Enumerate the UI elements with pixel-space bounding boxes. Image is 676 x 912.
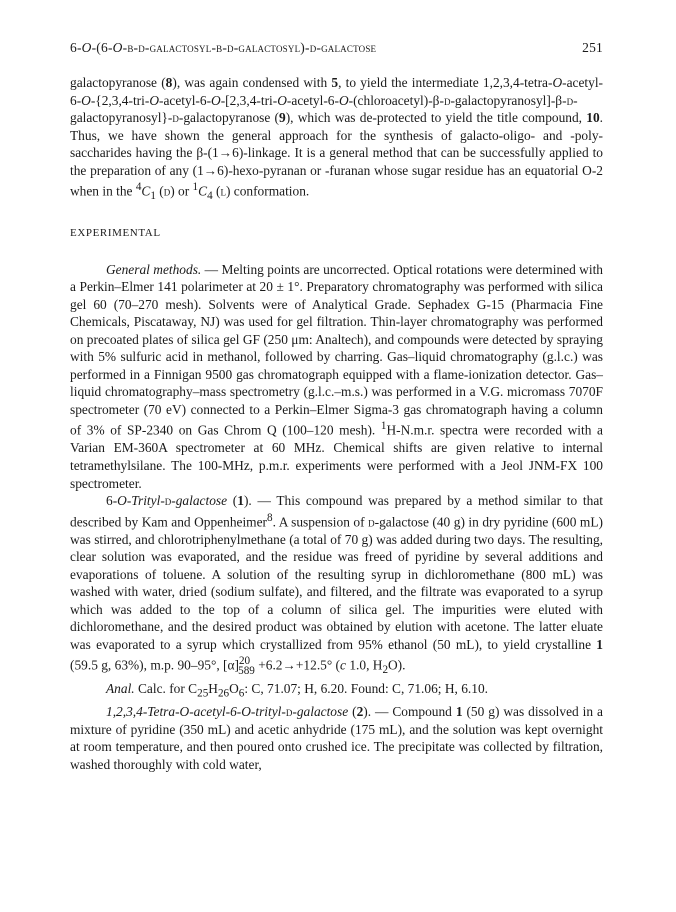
intro-paragraph: galactopyranose (8), was again condensed with 5, to yield the intermediate 1,2,3,4-tetra-O-acetyl-6-O-{2,3,4-tri-O-acetyl-6-O-[2,3,4-tri-O-acetyl-6-O-(chloroacetyl)-β-d-galactopyranosyl]-β-d-galactopyranosyl}-d-galactopyranose (9), which was de-protected to yield the title compound, 10. Thus, we have shown the general approach for the synthesis of galacto-oligo- and -poly-saccharides having the β-(1→6)-linkage. It is a general method that can be successfully applied to the preparation of any (1→6)-hexo-pyranan or -furanan whose sugar residue has an equatorial O-2 when in the $^4C_1$ (d) or $^1C_4$ (l) conformation. [70, 75, 603, 203]
section-heading-experimental: EXPERIMENTAL [70, 226, 161, 239]
tetraacetyl-title: 1,2,3,4-Tetra-O-acetyl-6-O-trityl-d-galactose (2). [106, 704, 372, 720]
running-title: 6-O-(6-O-β-d-galactosyl-β-d-galactosyl)-d-galactose [70, 40, 377, 55]
general-methods-paragraph: General methods. — Melting points are uncorrected. Optical rotations were determined with a Perkin–Elmer 141 polarimeter at 20 ± 1°. Preparatory chromatography was performed with silica gel 60 (70–270 mesh). Solvents were of Analytical Grade. Sephadex G-15 (Pharmacia Fine Chemicals, Piscataway, NJ) was used for gel filtration. Thin-layer chromatography was performed on precoated plates of silica gel GF (250 μm: Analtech), and compounds were detected by spraying with 5% sulfuric acid in methanol, followed by charring. Gas–liquid chromatography (g.l.c.) was performed in a Finnigan 9500 gas chromatograph equipped with a flame-ionization detector. Gas–liquid chromatography–mass spectrometry (g.l.c.–m.s.) was performed in a V.G. micromass 7070F spectrometer (70 eV) connected to a Perkin–Elmer Sigma-3 gas chromatograph having a column of 3% of SP-2340 on Gas Chrom Q (100–120 mesh). $^1$H-N.m.r. spectra were recorded with a Varian EM-360A spectrometer at 60 MHz. Chemical shifts are given relative to internal tetramethylsilane. The 100-MHz, p.m.r. experiments were performed with a Jeol JNM-FX 100 spectrometer. [70, 261, 603, 491]
trityl-title: 6-O-Trityl-d-galactose (1). [106, 493, 252, 509]
page-number: 251 [582, 40, 603, 55]
running-header [70, 40, 603, 56]
general-methods-title: General methods. [106, 261, 202, 277]
analysis-label: Anal. [106, 681, 135, 697]
analysis-paragraph: Anal. Calc. for $C_{25}H_{26}O_6$: C, 71.07; H, 6.20. Found: C, 71.06; H, 6.10. [106, 681, 489, 700]
trityl-paragraph: 6-O-Trityl-d-galactose (1). — This compound was prepared by a method similar to that described by Kam and Oppenheimer$^8$. A suspension of d-galactose (40 g) in dry pyridine (600 mL) was stirred, and chlorotriphenylmethane (a total of 70 g) was added during two days. The resulting, clear solution was evaporated, and the residue was freed of pyridine by several additions and evaporations of toluene. A solution of the resulting syrup in dichloromethane (800 mL) was washed with water, dried (sodium sulfate), and filtered, and the filtrate was evaporated to a syrup which was added to the top of a column of silica gel. The impurities were eluted with dichloromethane, and the desired product was obtained by elution with acetone. The latter eluate was evaporated to a syrup which crystallized from 95% ethanol (50 mL), to yield crystalline 1 (59.5 g, 63%), m.p. 90–95°, $[\alpha]^{20}_{589} +6.2\to+12.5^\circ$ (c 1.0, $H_2O$). [70, 493, 604, 677]
tetraacetyl-paragraph: 1,2,3,4-Tetra-O-acetyl-6-O-trityl-d-galactose (2). — Compound 1 (50 g) was dissolved in a mixture of pyridine (350 mL) and acetic anhydride (175 mL), and the solution was kept overnight at room temperature, and then poured onto crushed ice. The precipitate was collected by filtration, washed thoroughly with cold water, [70, 704, 603, 773]
body-text [70, 74, 603, 774]
